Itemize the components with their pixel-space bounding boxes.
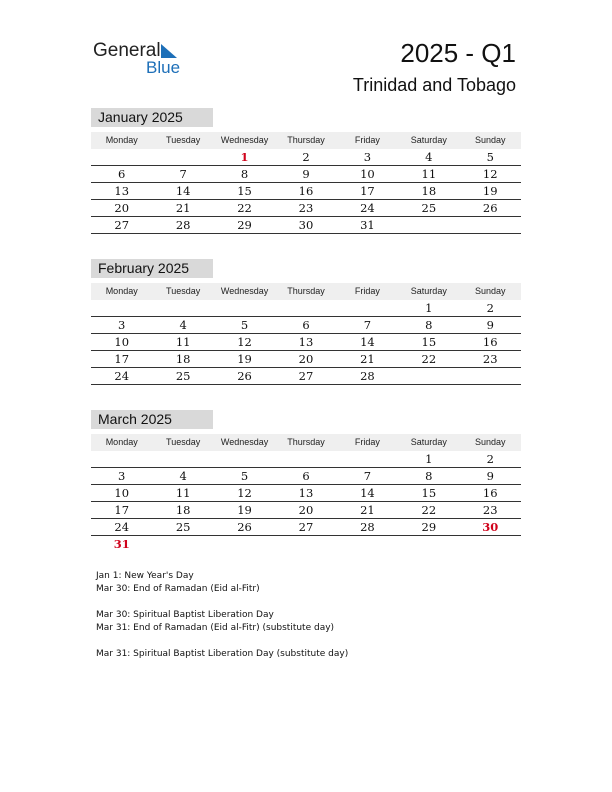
weekday-header: Wednesday — [220, 437, 269, 447]
day-cell: 21 — [360, 503, 375, 517]
week-row — [91, 451, 521, 468]
weekday-header: Thursday — [287, 135, 325, 145]
day-cell: 29 — [421, 520, 437, 534]
weekday-header: Tuesday — [166, 286, 201, 296]
day-cell: 18 — [175, 503, 191, 517]
holiday-note: Mar 31: Spiritual Baptist Liberation Day (substitute day) — [96, 648, 349, 659]
day-cell: 3 — [363, 150, 372, 164]
day-cell: 14 — [360, 335, 375, 349]
day-cell: 9 — [486, 318, 494, 332]
day-cell — [398, 217, 459, 233]
day-cell: 8 — [425, 469, 433, 483]
day-cell: 14 — [175, 184, 191, 198]
logo-triangle-icon — [161, 44, 177, 58]
day-cell: 6 — [302, 469, 310, 483]
weekday-header: Friday — [354, 286, 380, 296]
day-cell: 25 — [175, 520, 191, 534]
day-cell — [460, 536, 521, 552]
day-cell: 26 — [482, 201, 498, 215]
day-cell: 11 — [175, 335, 191, 349]
day-cell: 16 — [482, 486, 498, 500]
day-cell: 19 — [237, 352, 252, 366]
day-cell — [152, 451, 213, 467]
week-row — [91, 519, 521, 536]
weekday-header: Sunday — [474, 286, 506, 296]
day-cell: 4 — [425, 150, 433, 164]
day-cell: 15 — [421, 486, 437, 500]
day-cell: 24 — [114, 520, 130, 534]
day-cell: 24 — [360, 201, 375, 215]
day-cell: 4 — [179, 318, 187, 332]
day-cell — [275, 300, 336, 316]
day-cell: 23 — [482, 352, 498, 366]
day-cell: 12 — [237, 335, 252, 349]
day-cell: 7 — [363, 318, 372, 332]
holiday-note: Mar 30: End of Ramadan (Eid al-Fitr) — [96, 584, 260, 595]
weekday-header: Sunday — [474, 135, 506, 145]
country-subtitle: Trinidad and Tobago — [352, 75, 516, 95]
day-cell: 10 — [360, 167, 375, 181]
day-cell: 31 — [113, 537, 130, 551]
day-cell: 28 — [360, 520, 375, 534]
weekday-header: Tuesday — [166, 135, 201, 145]
holiday-note: Mar 30: Spiritual Baptist Liberation Day — [96, 609, 274, 620]
week-row — [91, 183, 521, 200]
day-cell: 28 — [360, 369, 375, 383]
month-title: February 2025 — [91, 259, 213, 278]
week-row — [91, 351, 521, 368]
day-cell: 28 — [175, 218, 191, 232]
day-cell: 30 — [298, 218, 314, 232]
page-title: 2025 - Q1 — [400, 38, 516, 68]
holiday-group-gap — [96, 636, 348, 648]
day-cell: 7 — [179, 167, 187, 181]
day-cell: 25 — [421, 201, 437, 215]
weekday-header: Thursday — [287, 437, 325, 447]
day-cell: 1 — [240, 150, 249, 164]
day-cell: 13 — [298, 486, 314, 500]
weekday-header-row — [91, 283, 521, 300]
month-calendar-february — [91, 259, 521, 385]
day-cell: 19 — [482, 184, 498, 198]
day-cell: 11 — [421, 167, 437, 181]
day-cell — [152, 149, 213, 165]
holiday-note: Mar 31: End of Ramadan (Eid al-Fitr) (substitute day) — [96, 623, 335, 634]
day-cell: 1 — [425, 452, 433, 466]
week-row — [91, 300, 521, 317]
day-cell: 18 — [421, 184, 437, 198]
day-cell: 3 — [118, 469, 126, 483]
day-cell: 31 — [360, 218, 375, 232]
day-cell: 6 — [302, 318, 310, 332]
weekday-header: Saturday — [410, 286, 447, 296]
day-cell: 18 — [175, 352, 191, 366]
day-cell: 10 — [114, 335, 130, 349]
month-calendar-january — [91, 108, 521, 234]
day-cell — [275, 451, 336, 467]
holiday-group-gap — [96, 597, 348, 609]
week-row — [91, 368, 521, 385]
week-row — [91, 502, 521, 519]
day-cell: 9 — [486, 469, 494, 483]
week-row — [91, 317, 521, 334]
weekday-header: Monday — [105, 286, 138, 296]
day-cell — [337, 300, 398, 316]
week-row — [91, 536, 521, 552]
day-cell — [460, 217, 521, 233]
weekday-header: Friday — [354, 437, 380, 447]
day-cell: 13 — [114, 184, 130, 198]
day-cell: 17 — [360, 184, 375, 198]
weekday-header: Saturday — [410, 135, 447, 145]
day-cell — [398, 368, 459, 384]
day-cell: 5 — [486, 150, 494, 164]
logo-text-general: General — [93, 40, 161, 61]
holiday-note: Jan 1: New Year's Day — [96, 571, 194, 581]
day-cell: 27 — [114, 218, 130, 232]
day-cell: 2 — [486, 301, 494, 315]
day-cell — [275, 536, 336, 552]
month-title: March 2025 — [91, 410, 213, 429]
day-cell: 21 — [175, 201, 191, 215]
day-cell: 27 — [298, 520, 314, 534]
week-row — [91, 485, 521, 502]
weekday-header: Monday — [105, 135, 138, 145]
weekday-header: Friday — [354, 135, 380, 145]
weekday-header: Monday — [105, 437, 138, 447]
day-cell: 12 — [482, 167, 498, 181]
day-cell: 27 — [298, 369, 314, 383]
day-cell: 11 — [175, 486, 191, 500]
day-cell: 20 — [114, 201, 130, 215]
day-cell: 22 — [421, 352, 437, 366]
day-cell: 14 — [360, 486, 375, 500]
weekday-header: Thursday — [287, 286, 325, 296]
day-cell: 12 — [237, 486, 252, 500]
day-cell: 1 — [425, 301, 433, 315]
week-row — [91, 166, 521, 183]
day-cell: 16 — [298, 184, 314, 198]
week-row — [91, 200, 521, 217]
day-cell: 4 — [179, 469, 187, 483]
month-calendar-march — [91, 410, 521, 552]
weekday-header: Wednesday — [220, 286, 269, 296]
day-cell — [152, 300, 213, 316]
day-cell: 5 — [240, 318, 249, 332]
day-cell: 5 — [240, 469, 249, 483]
day-cell: 22 — [421, 503, 437, 517]
day-cell: 6 — [118, 167, 126, 181]
weekday-header-row — [91, 132, 521, 149]
month-title: January 2025 — [91, 108, 213, 127]
day-cell: 3 — [118, 318, 126, 332]
day-cell: 2 — [486, 452, 494, 466]
week-row — [91, 334, 521, 351]
day-cell — [152, 536, 213, 552]
day-cell: 25 — [175, 369, 191, 383]
day-cell: 23 — [298, 201, 314, 215]
day-cell: 21 — [360, 352, 375, 366]
day-cell — [337, 451, 398, 467]
day-cell: 16 — [482, 335, 498, 349]
day-cell: 8 — [240, 167, 249, 181]
weekday-header: Tuesday — [166, 437, 201, 447]
day-cell — [91, 300, 152, 316]
day-cell: 20 — [298, 503, 314, 517]
day-cell: 17 — [114, 503, 130, 517]
day-cell: 22 — [237, 201, 252, 215]
weekday-header: Saturday — [410, 437, 447, 447]
weekday-header: Sunday — [474, 437, 506, 447]
day-cell — [214, 536, 275, 552]
day-cell: 17 — [114, 352, 130, 366]
week-row — [91, 149, 521, 166]
day-cell: 26 — [237, 369, 252, 383]
day-cell: 19 — [237, 503, 252, 517]
holiday-list — [96, 570, 348, 661]
day-cell — [398, 536, 459, 552]
day-cell — [460, 368, 521, 384]
week-row — [91, 217, 521, 234]
day-cell — [91, 451, 152, 467]
day-cell: 9 — [302, 167, 310, 181]
day-cell: 15 — [237, 184, 252, 198]
day-cell: 30 — [482, 520, 499, 534]
day-cell: 23 — [482, 503, 498, 517]
day-cell — [91, 149, 152, 165]
day-cell: 26 — [237, 520, 252, 534]
day-cell: 13 — [298, 335, 314, 349]
day-cell: 8 — [425, 318, 433, 332]
day-cell: 20 — [298, 352, 314, 366]
weekday-header: Wednesday — [220, 135, 269, 145]
day-cell: 7 — [363, 469, 372, 483]
weekday-header-row — [91, 434, 521, 451]
day-cell: 10 — [114, 486, 130, 500]
week-row — [91, 468, 521, 485]
day-cell: 24 — [114, 369, 130, 383]
day-cell — [214, 300, 275, 316]
day-cell — [214, 451, 275, 467]
day-cell — [337, 536, 398, 552]
day-cell: 2 — [302, 150, 310, 164]
logo-text-blue: Blue — [146, 58, 181, 77]
day-cell: 15 — [421, 335, 437, 349]
day-cell: 29 — [237, 218, 252, 232]
